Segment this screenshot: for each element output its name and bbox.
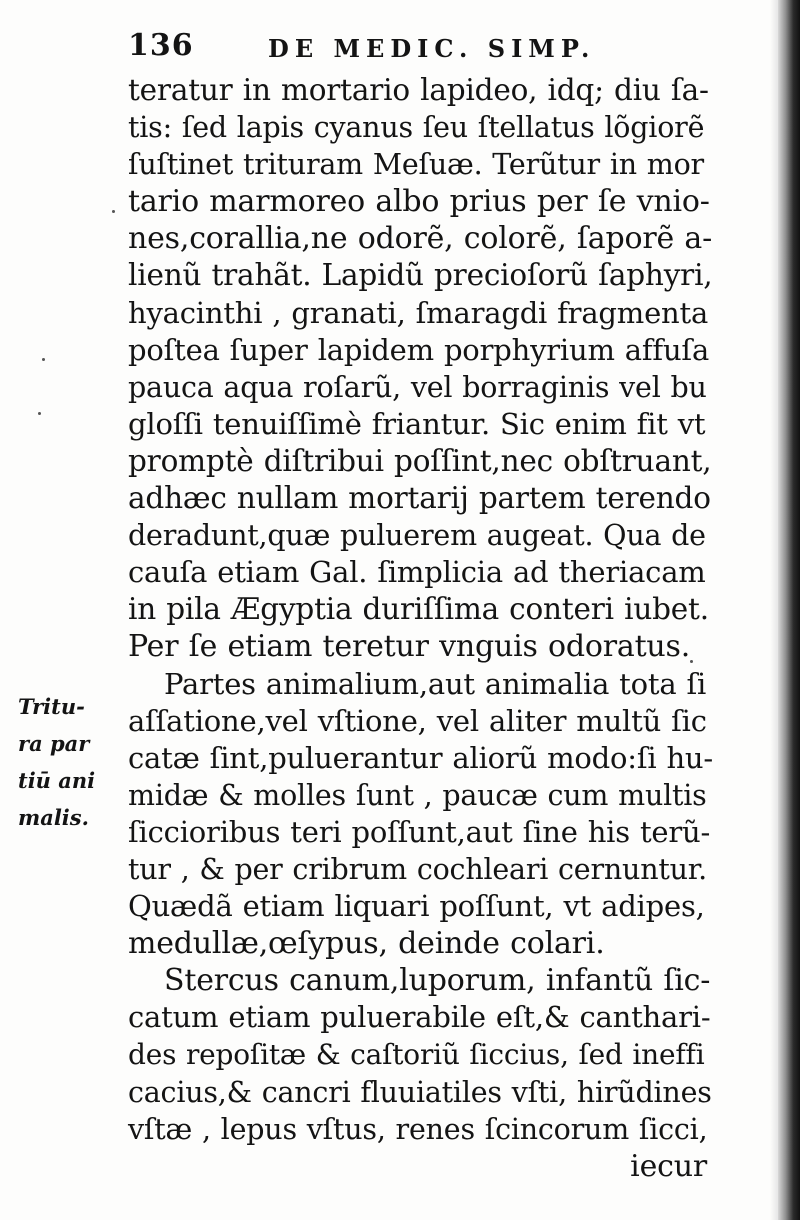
- text-line: lienũ trahãt. Lapidũ precioſorũ ſaphyri,: [128, 258, 713, 293]
- text-line: midæ & molles ſunt , paucæ cum multis: [128, 778, 707, 812]
- text-line: tario marmoreo albo prius per ſe vnio-: [128, 184, 710, 220]
- print-speck: [38, 412, 41, 415]
- margin-note-line: malis.: [18, 805, 89, 831]
- text-line: deradunt,quæ puluerem augeat. Qua de: [128, 519, 706, 553]
- margin-note-line: Tritu-: [18, 694, 85, 719]
- text-line: promptè diſtribui poſſint,nec obſtruant,: [128, 443, 712, 478]
- page-number: 136: [128, 28, 194, 63]
- text-line: catæ ſint,puluerantur aliorũ modo:ſi hu-: [128, 740, 714, 775]
- text-line: gloſſi tenuiſſimè friantur. Sic enim fit vt: [128, 406, 706, 441]
- print-speck: [112, 210, 115, 213]
- text-line: Per ſe etiam teretur vnguis odoratus.: [128, 629, 691, 665]
- body-text: [128, 72, 713, 1185]
- margin-note: [18, 688, 128, 836]
- text-line: in pila Ægyptia duriſſima conteri iubet.: [128, 592, 709, 627]
- text-line: hyacinthi , granati, ſmaragdi fragmenta: [128, 295, 709, 330]
- text-line: pauca aqua roſarũ, vel borraginis vel bu: [128, 370, 707, 404]
- text-line: aſſatione,vel vſtione, vel aliter multũ ſic: [128, 703, 707, 738]
- text-line: vſtæ , lepus vſtus, renes ſcincorum ſicci,: [128, 1112, 708, 1146]
- text-line: des repoſitæ & caſtoriũ ſiccius, ſed ineffi: [128, 1038, 705, 1072]
- text-line: teratur in mortario lapideo, idq; diu ſa-: [128, 73, 709, 107]
- margin-note-line: tiū ani: [18, 768, 96, 794]
- running-head: DE MEDIC. SIMP.: [268, 34, 596, 63]
- catchword: iecur: [630, 1148, 707, 1184]
- page-header: [128, 28, 648, 68]
- text-line: Quædã etiam liquari poſſunt, vt adipes,: [128, 889, 705, 924]
- text-line: nes,corallia,ne odorẽ, colorẽ, ſaporẽ a-: [128, 221, 713, 257]
- text-line: tur , & per cribrum cochleari cernuntur.: [128, 852, 707, 886]
- text-line: tis: ſed lapis cyanus ſeu ſtellatus lõgiorẽ: [128, 111, 705, 145]
- print-speck: [690, 660, 693, 663]
- margin-note-line: ra par: [18, 731, 90, 757]
- text-line: adhæc nullam mortarij partem terendo: [128, 481, 711, 516]
- text-line: cauſa etiam Gal. ſimplicia ad theriacam: [128, 555, 706, 590]
- text-line: medullæ,œſypus, deinde colari.: [128, 926, 605, 962]
- paragraph-start-line: Partes animalium,aut animalia tota ſi: [164, 666, 707, 701]
- text-line: cacius,& cancri fluuiatiles vſti, hirũdines: [128, 1075, 712, 1109]
- page-gutter-shadow: [770, 0, 778, 1220]
- text-line: ſuſtinet trituram Meſuæ. Terũtur in mor: [128, 148, 704, 182]
- print-speck: [42, 358, 45, 361]
- text-line: ſiccioribus teri poſſunt,aut ſine his terũ-: [128, 814, 711, 849]
- page-edge-binding: [778, 0, 800, 1220]
- text-line: catum etiam puluerabile eſt,& canthari-: [128, 1000, 711, 1035]
- text-line: poſtea ſuper lapidem porphyrium affuſa: [128, 332, 710, 367]
- paragraph-start-line: Stercus canum,luporum, infantũ ſic-: [164, 963, 711, 999]
